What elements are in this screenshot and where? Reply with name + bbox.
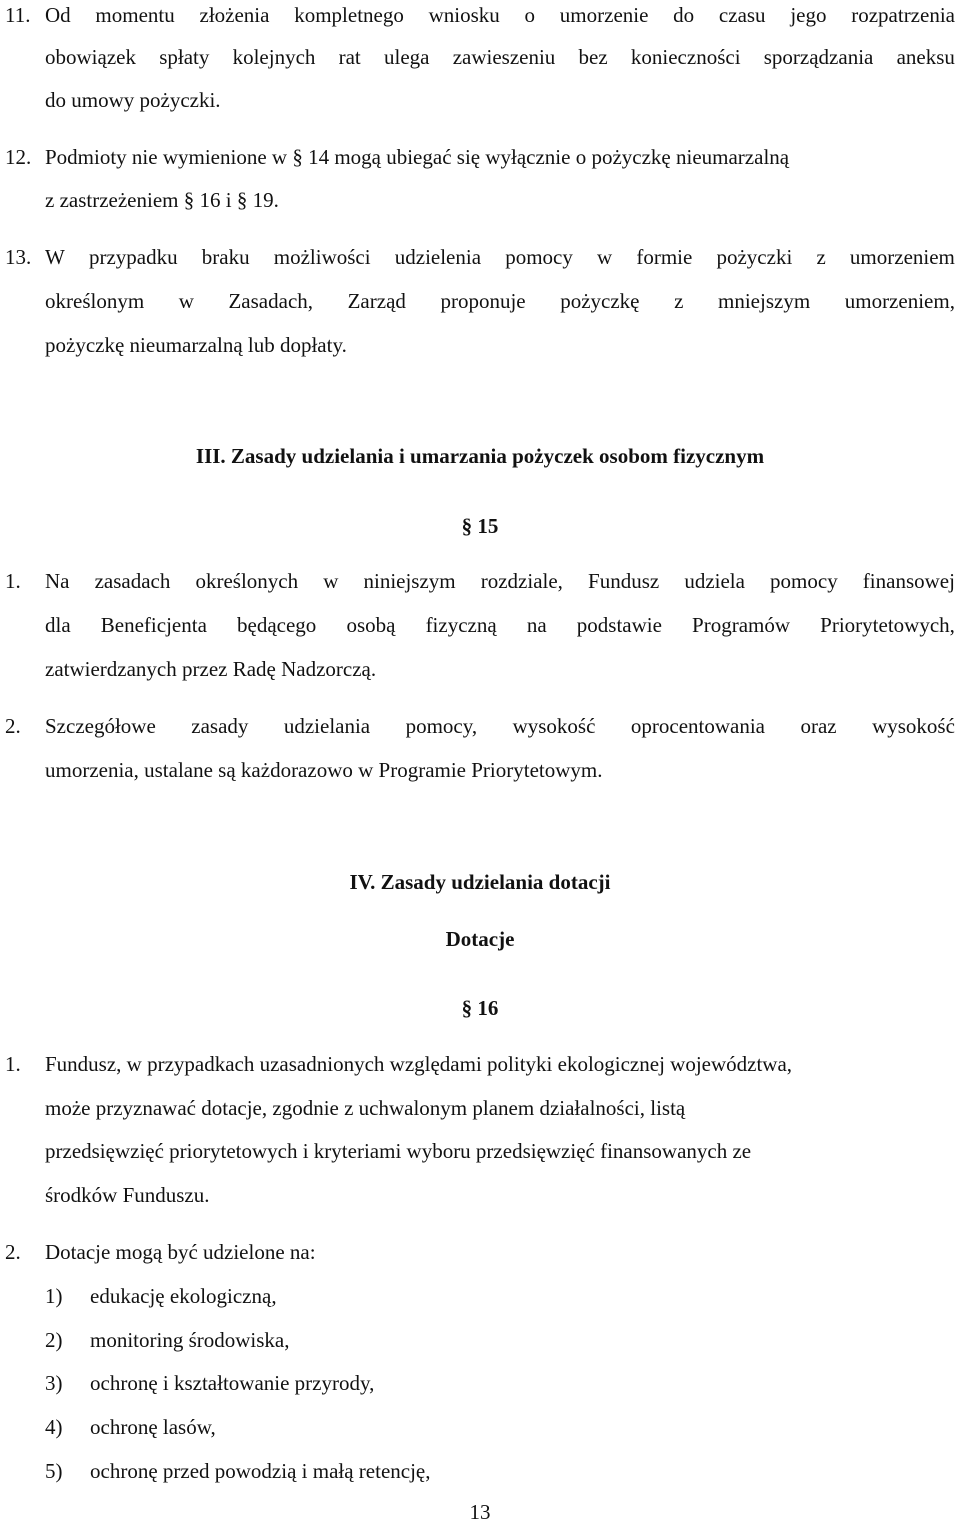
list-item-text: monitoring środowiska, [90,1328,290,1352]
section-16-point-1-line-1: Fundusz, w przypadkach uzasadnionych względami polityki ekologicznej województwa, [45,1052,793,1076]
list-item-number: 5) [45,1459,63,1483]
section-15-point-2-number: 2. [5,714,21,738]
paragraph-13-line-3: pożyczkę nieumarzalną lub dopłaty. [45,333,347,357]
paragraph-11-line-1: Od momentu złożenia kompletnego wniosku o umorzenie do czasu jego rozpatrzenia [45,3,955,27]
section-15-point-1-line-3: zatwierdzanych przez Radę Nadzorczą. [45,657,377,681]
paragraph-13-line-1: W przypadku braku możliwości udzielenia pomocy w formie pożyczki z umorzeniem [45,245,955,269]
list-item-text: ochronę i kształtowanie przyrody, [90,1371,375,1395]
section-15-point-2-line-2: umorzenia, ustalane są każdorazowo w Programie Priorytetowym. [45,758,603,782]
paragraph-11-number: 11. [5,3,31,27]
list-item-number: 3) [45,1371,63,1395]
paragraph-12-line-2: z zastrzeżeniem § 16 i § 19. [45,188,279,212]
paragraph-13-number: 13. [5,245,32,269]
paragraph-12-number: 12. [5,145,32,169]
list-item-text: ochronę lasów, [90,1415,216,1439]
section-16-point-1-line-2: może przyznawać dotacje, zgodnie z uchwalonym planem działalności, listą [45,1096,686,1120]
paragraph-11-line-3: do umowy pożyczki. [45,88,221,112]
section-15-point-2-line-1: Szczegółowe zasady udzielania pomocy, wysokość oprocentowania oraz wysokość [45,714,955,738]
section-4-heading: IV. Zasady udzielania dotacji [349,870,611,894]
paragraph-12-line-1: Podmioty nie wymienione w § 14 mogą ubiegać się wyłącznie o pożyczkę nieumarzalną [45,145,790,169]
section-15-point-1-number: 1. [5,569,21,593]
page-number: 13 [469,1500,491,1524]
section-16-point-2-number: 2. [5,1240,21,1264]
section-16-point-1-line-3: przedsięwzięć priorytetowych i kryteriami wyboru przedsięwzięć finansowanych ze [45,1139,752,1163]
section-3-heading: III. Zasady udzielania i umarzania pożyczek osobom fizycznym [195,444,765,468]
section-15-point-1-line-1: Na zasadach określonych w niniejszym rozdziale, Fundusz udziela pomocy finansowej [45,569,955,593]
section-16-symbol: § 16 [461,996,499,1020]
section-16-point-1-line-4: środków Funduszu. [45,1183,210,1207]
section-15-symbol: § 15 [461,514,499,538]
paragraph-13-line-2: określonym w Zasadach, Zarząd proponuje pożyczkę z mniejszym umorzeniem, [45,289,955,313]
section-16-point-2-intro: Dotacje mogą być udzielone na: [45,1240,316,1264]
paragraph-11-line-2: obowiązek spłaty kolejnych rat ulega zawieszeniu bez konieczności sporządzania aneksu [45,45,955,69]
list-item-text: ochronę przed powodzią i małą retencję, [90,1459,431,1483]
section-4-subtitle: Dotacje [445,927,515,951]
list-item-number: 4) [45,1415,63,1439]
list-item-text: edukację ekologiczną, [90,1284,277,1308]
section-16-point-1-number: 1. [5,1052,21,1076]
section-15-point-1-line-2: dla Beneficjenta będącego osobą fizyczną na podstawie Programów Priorytetowych, [45,613,955,637]
list-item-number: 1) [45,1284,63,1308]
list-item-number: 2) [45,1328,63,1352]
